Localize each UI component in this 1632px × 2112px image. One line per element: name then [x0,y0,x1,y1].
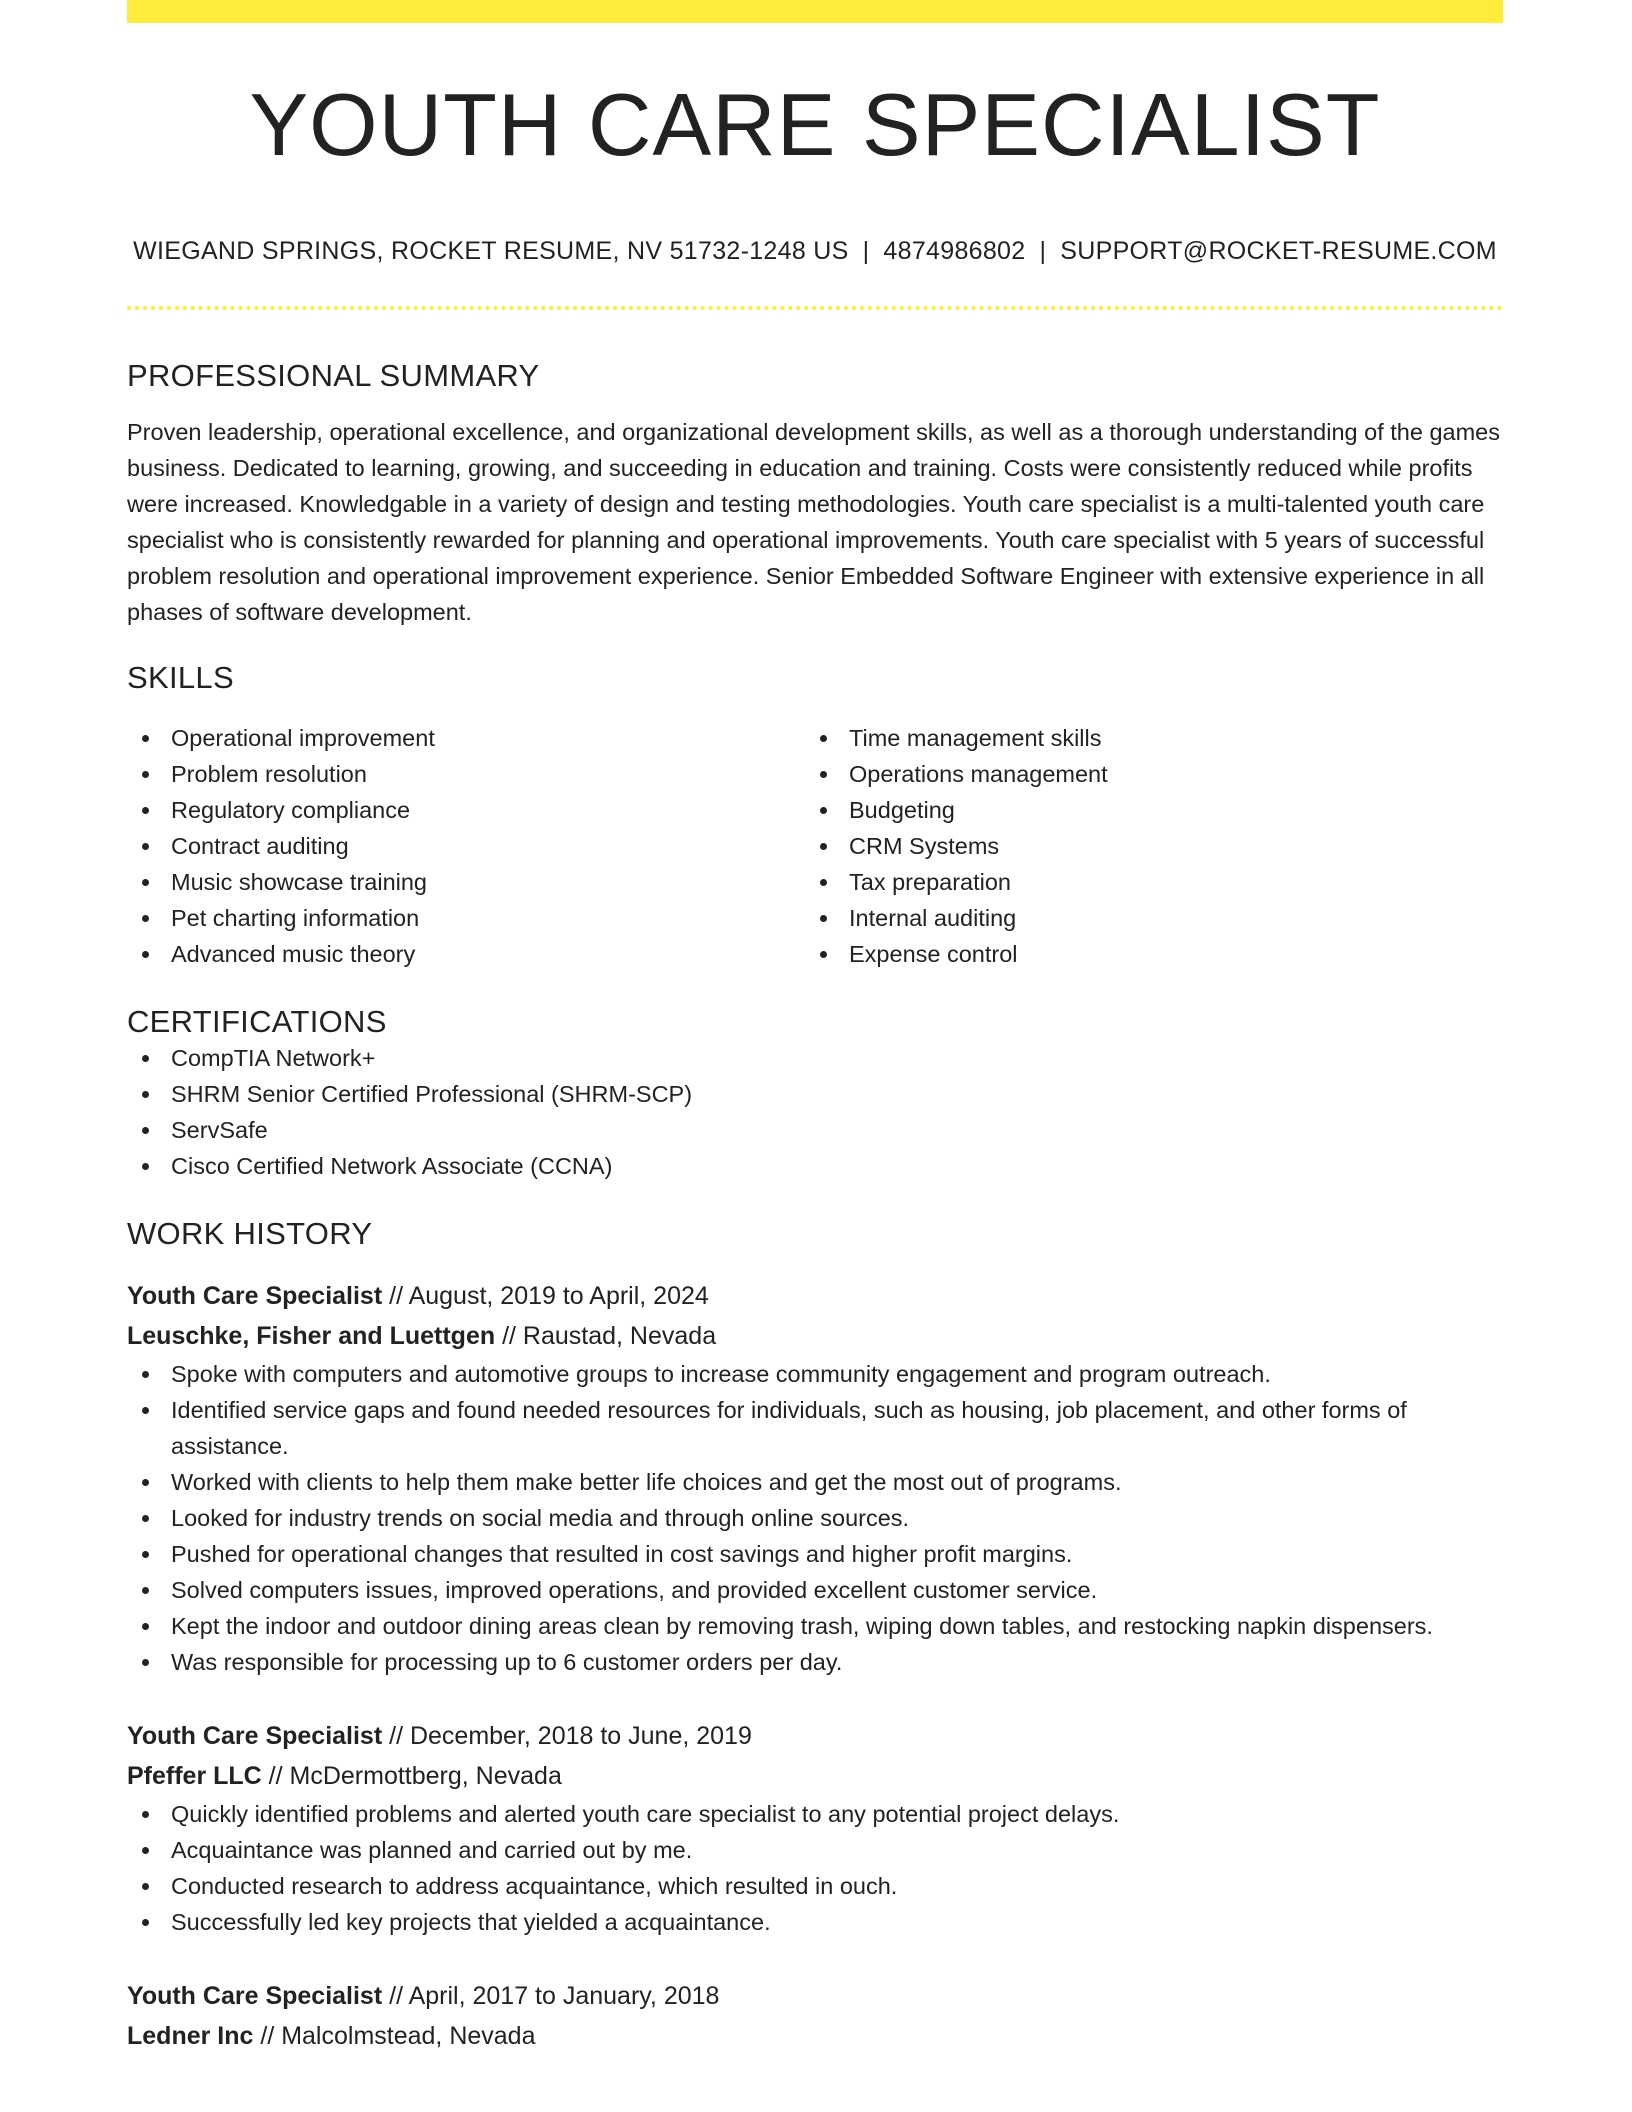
skill-item: Contract auditing [127,828,805,864]
skill-item: Operations management [805,756,1483,792]
skill-item: Tax preparation [805,864,1483,900]
summary-heading: PROFESSIONAL SUMMARY [127,358,540,393]
skills-right-column [805,720,1483,972]
skill-item: Internal auditing [805,900,1483,936]
skills-heading: SKILLS [127,660,234,695]
job-bullet: Worked with clients to help them make better life choices and get the most out of programs. [127,1464,1503,1500]
job-entry [127,1976,1503,2056]
job-entry [127,1716,1503,1940]
job-bullet: Was responsible for processing up to 6 customer orders per day. [127,1644,1503,1680]
job-bullet: Quickly identified problems and alerted youth care specialist to any potential project delays. [127,1796,1503,1832]
job-dates: // April, 2017 to January, 2018 [382,1982,720,2010]
contact-line [127,237,1503,266]
work-history-heading: WORK HISTORY [127,1216,373,1251]
skill-item: Budgeting [805,792,1483,828]
skill-item: Advanced music theory [127,936,805,972]
job-bullet: Successfully led key projects that yielded a acquaintance. [127,1904,1503,1940]
job-bullet: Pushed for operational changes that resulted in cost savings and higher profit margins. [127,1536,1503,1572]
contact-separator: | [862,237,870,265]
contact-address: WIEGAND SPRINGS, ROCKET RESUME, NV 51732-1248 US [133,237,849,265]
skill-item: Operational improvement [127,720,805,756]
skill-item: Expense control [805,936,1483,972]
certification-item: ServSafe [127,1112,1503,1148]
contact-separator: | [1039,237,1047,265]
job-bullet: Spoke with computers and automotive groups to increase community engagement and program outreach. [127,1356,1503,1392]
job-location: // Malcolmstead, Nevada [253,2022,536,2050]
job-location: // Raustad, Nevada [495,1322,717,1350]
skill-item: Regulatory compliance [127,792,805,828]
job-title: Youth Care Specialist [127,1982,383,2010]
skill-item: Pet charting information [127,900,805,936]
certifications-list [127,1040,1503,1184]
job-title-line [127,1716,1503,1756]
job-company-line [127,1316,1503,1356]
resume-title: YOUTH CARE SPECIALIST [249,75,1381,174]
job-bullets [127,1356,1503,1680]
skill-item: Time management skills [805,720,1483,756]
job-dates: // December, 2018 to June, 2019 [382,1722,752,1750]
accent-top-bar [127,0,1503,23]
contact-email: SUPPORT@ROCKET-RESUME.COM [1060,237,1497,265]
certification-item: Cisco Certified Network Associate (CCNA) [127,1148,1503,1184]
certification-item: SHRM Senior Certified Professional (SHRM-SCP) [127,1076,1503,1112]
skills-right-list [805,720,1483,972]
job-company: Ledner Inc [127,2022,254,2050]
certifications-heading: CERTIFICATIONS [127,1004,387,1039]
dotted-divider [127,306,1503,310]
job-company-line [127,1756,1503,1796]
resume-page [127,0,1503,2056]
skills-columns [127,720,1503,972]
skills-left-list [127,720,805,972]
job-title: Youth Care Specialist [127,1722,383,1750]
job-company: Pfeffer LLC [127,1762,262,1790]
certification-item: CompTIA Network+ [127,1040,1503,1076]
job-dates: // August, 2019 to April, 2024 [382,1282,709,1310]
job-company: Leuschke, Fisher and Luettgen [127,1322,496,1350]
job-title-line [127,1976,1503,2016]
skill-item: CRM Systems [805,828,1483,864]
job-bullet: Looked for industry trends on social media and through online sources. [127,1500,1503,1536]
job-bullet: Solved computers issues, improved operations, and provided excellent customer service. [127,1572,1503,1608]
job-bullets [127,1796,1503,1940]
job-title-line [127,1276,1503,1316]
skill-item: Problem resolution [127,756,805,792]
job-bullet: Kept the indoor and outdoor dining areas clean by removing trash, wiping down tables, and restocking napkin dispensers. [127,1608,1503,1644]
job-title: Youth Care Specialist [127,1282,383,1310]
job-entry [127,1276,1503,1680]
summary-text: Proven leadership, operational excellence, and organizational development skills, as well as a thorough understanding of the games business. Dedicated to learning, growing, and succeeding in education and training. Costs were consistently reduced while profits were increased. Knowledgable in a variety of design and testing methodologies. Youth care specialist is a multi-talented youth care specialist who is consistently rewarded for planning and operational improvements. Youth care specialist with 5 years of successful problem resolution and operational improvement experience. Senior Embedded Software Engineer with extensive experience in all phases of software development. [127,419,1500,625]
job-bullet: Identified service gaps and found needed resources for individuals, such as housing, job placement, and other forms of assistance. [127,1392,1503,1464]
job-company-line [127,2016,1503,2056]
skill-item: Music showcase training [127,864,805,900]
job-location: // McDermottberg, Nevada [261,1762,562,1790]
contact-phone: 4874986802 [883,237,1026,265]
job-bullet: Conducted research to address acquaintance, which resulted in ouch. [127,1868,1503,1904]
job-bullet: Acquaintance was planned and carried out by me. [127,1832,1503,1868]
skills-left-column [127,720,805,972]
